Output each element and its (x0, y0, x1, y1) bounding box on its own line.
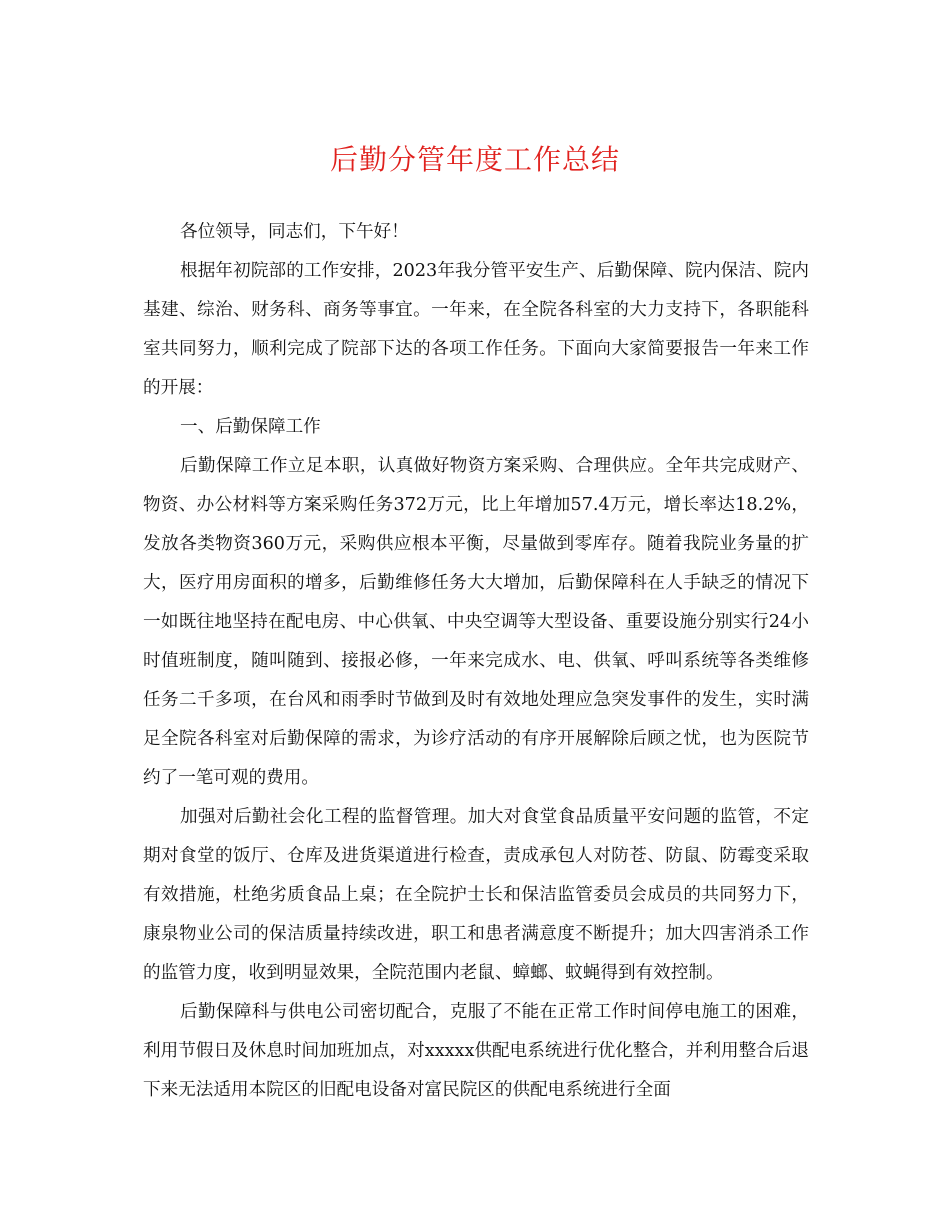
paragraph-greeting: 各位领导，同志们，下午好！ (180, 222, 409, 242)
section-heading-logistics: 一、后勤保障工作 (180, 417, 321, 437)
paragraph-intro: 根据年初院部的工作安排，2023年我分管平安生产、后勤保障、院内保洁、院内基建、综治、财务科、商务等事宜。一年来，在全院各科室的大力支持下，各职能科室共同努力，顺利完成了院部下达的各项工作任务。下面向大家简要报告一年来工作的开展： (143, 261, 809, 398)
paragraph-supervision: 加强对后勤社会化工程的监督管理。加大对食堂食品质量平安问题的监管，不定期对食堂的饭厅、仓库及进货渠道进行检查，责成承包人对防苍、防鼠、防霉变采取有效措施，杜绝劣质食品上桌；在全院护士长和保洁监管委员会成员的共同努力下，康泉物业公司的保洁质量持续改进，职工和患者满意度不断提升；加大四害消杀工作的监管力度，收到明显效果，全院范围内老鼠、蟑螂、蚊蝇得到有效控制。 (143, 807, 809, 983)
document-body (143, 213, 809, 1110)
paragraph-power-supply: 后勤保障科与供电公司密切配合，克服了不能在正常工作时间停电施工的困难，利用节假日及休息时间加班加点，对xxxxx供配电系统进行优化整合，并利用整合后退下来无法适用本院区的旧配电设备对富民院区的供配电系统进行全面 (143, 1002, 809, 1100)
document-title: 后勤分管年度工作总结 (329, 143, 620, 176)
paragraph-logistics-procurement: 后勤保障工作立足本职，认真做好物资方案采购、合理供应。全年共完成财产、物资、办公材料等方案采购任务372万元，比上年增加57.4万元，增长率达18.2%，发放各类物资360万元，采购供应根本平衡，尽量做到零库存。随着我院业务量的扩大，医疗用房面积的增多，后勤维修任务大大增加，后勤保障科在人手缺乏的情况下一如既往地坚持在配电房、中心供氧、中央空调等大型设备、重要设施分别实行24小时值班制度，随叫随到、接报必修，一年来完成水、电、供氧、呼叫系统等各类维修任务二千多项，在台风和雨季时节做到及时有效地处理应急突发事件的发生，实时满足全院各科室对后勤保障的需求，为诊疗活动的有序开展解除后顾之忧，也为医院节约了一笔可观的费用。 (143, 456, 809, 788)
